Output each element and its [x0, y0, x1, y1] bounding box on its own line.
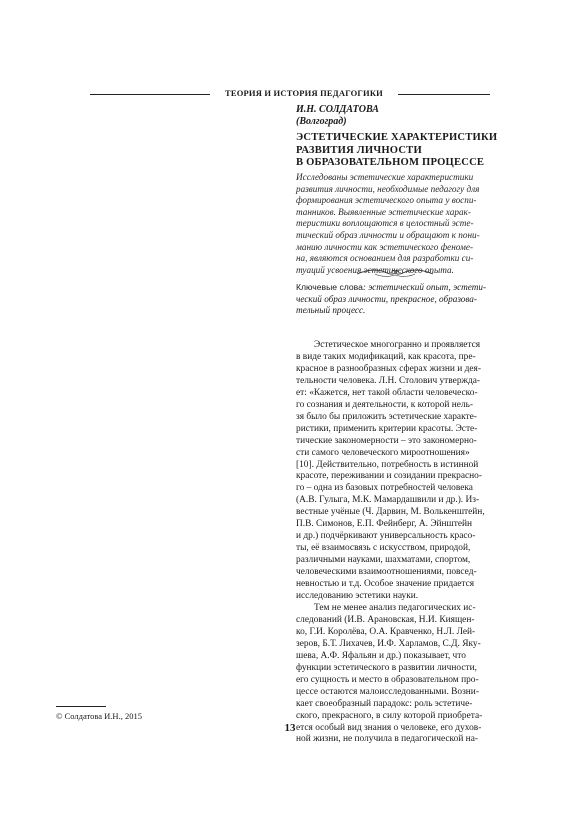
body-line: тические закономерности – это закономерно- — [296, 435, 477, 446]
footnote-rule — [56, 706, 106, 707]
body-line: его сущность и место в образовательном про- — [296, 674, 479, 685]
title-line: ЭСТЕТИЧЕСКИЕ ХАРАКТЕРИСТИКИ — [296, 132, 498, 143]
body-line: тельности человека. Л.Н. Столович утвержда- — [296, 375, 481, 386]
keywords-block — [296, 282, 496, 317]
body-line: [10]. Действительно, потребность в истинной — [296, 459, 479, 470]
abstract-line: тический образ личности и обращают к пони- — [296, 229, 480, 240]
header-rule-right — [398, 94, 490, 95]
abstract-line: танников. Выявленные эстетические харак- — [296, 206, 471, 217]
body-line: вестные учёные (Ч. Дарвин, М. Волькенштейн, — [296, 507, 485, 518]
body-line: кает своеобразный парадокс: роль эстетиче- — [296, 698, 473, 709]
body-line: функции эстетического в развитии личности, — [296, 662, 477, 673]
keywords-line — [296, 305, 496, 317]
abstract-line: формирования эстетического опыта у воспи- — [296, 195, 477, 206]
abstract-line: манию личности как эстетического феноме- — [296, 241, 474, 252]
keywords-text: : эстетический опыт, эстети- — [362, 282, 487, 292]
header-rule-left — [90, 94, 210, 95]
keywords-line — [296, 282, 496, 294]
body-line: и др.) подчёркивают универсальность красо- — [296, 531, 476, 542]
title-line: РАЗВИТИЯ ЛИЧНОСТИ — [296, 144, 422, 156]
abstract-line: теристики воплощаются в целостный эсте- — [296, 218, 474, 229]
author-name: И.Н. СОЛДАТОВА — [296, 104, 379, 115]
body-line: в виде таких модификаций, как красота, пре- — [296, 351, 476, 362]
body-line: ется особый вид знания о человеке, его духов- — [296, 722, 482, 733]
body-line: красоте, переживании и созидании прекрасно- — [296, 471, 482, 482]
keywords-text: ческий образ личности, прекрасное, образова- — [296, 293, 477, 304]
keywords-line — [296, 294, 496, 306]
body-line: П.В. Симонов, Е.П. Фейнберг, А. Эйнштейн — [296, 519, 473, 530]
article-body — [296, 340, 498, 746]
abstract-line: развития личности, необходимые педагогу для — [296, 183, 480, 194]
body-line: невностью и т.д. Особое значение придается — [296, 579, 475, 590]
page-number: 13 — [284, 722, 296, 734]
body-line: Тем не менее анализ педагогических ис- — [314, 602, 476, 613]
body-line: ет: «Кажется, нет такой области человеческо- — [296, 387, 478, 398]
keywords-label: Ключевые слова — [296, 282, 363, 292]
body-line: различными науками, шахматами, спортом, — [296, 555, 471, 566]
running-section-title: ТЕОРИЯ И ИСТОРИЯ ПЕДАГОГИКИ — [224, 88, 383, 98]
body-line: сти самого человеческого мироотношения» — [296, 447, 470, 458]
decorative-flourish-icon — [355, 265, 435, 283]
body-line: го – одна из базовых потребностей человека — [296, 483, 473, 494]
body-line: го сознания и деятельности, к которой нель- — [296, 399, 473, 410]
body-line: человеческими взаимоотношениями, повсед- — [296, 567, 477, 578]
body-line: Эстетическое многогранно и проявляется — [314, 340, 481, 350]
body-line: ко, Г.И. Королёва, О.А. Кравченко, Н.Л. Лей- — [296, 626, 476, 637]
body-line: зеров, Б.Т. Лихачев, И.Ф. Харламов, С.Д. Яку- — [296, 638, 481, 649]
abstract-line: на, являются основанием для разработки си- — [296, 253, 474, 264]
body-line: зя было бы приложить эстетические характе- — [296, 411, 477, 422]
article-title — [296, 132, 496, 170]
abstract-line: Исследованы эстетические характеристики — [296, 172, 474, 182]
author-city: (Волгоград) — [296, 116, 347, 127]
keywords-text: тельный процесс. — [296, 305, 366, 316]
body-line: ной жизни, не получила в педагогической на- — [296, 734, 478, 745]
body-line: цессе остаются малоисследованными. Возни- — [296, 686, 479, 697]
copyright-note: © Солдатова И.Н., 2015 — [56, 711, 142, 721]
abstract-line: туаций усвоения эстетического опыта. — [296, 264, 454, 275]
body-line: ты, её взаимосвязь с искусством, природой, — [296, 543, 471, 554]
body-line: (А.В. Гулыга, М.К. Мамардашвили и др.). Из- — [296, 495, 480, 506]
body-line: ского, прекрасного, в силу которой приобрета- — [296, 710, 483, 721]
body-line: исследованию эстетики науки. — [296, 591, 419, 602]
title-line: В ОБРАЗОВАТЕЛЬНОМ ПРОЦЕССЕ — [296, 157, 485, 168]
article-abstract — [296, 172, 496, 276]
body-line: следований (И.В. Арановская, Н.И. Киящен- — [296, 614, 475, 625]
body-line: ристики, применить критерии красоты. Эсте- — [296, 423, 478, 434]
body-line: шева, А.Ф. Яфальян и др.) показывает, что — [296, 650, 466, 661]
body-line: красное в разнообразных сферах жизни и дея- — [296, 363, 481, 374]
